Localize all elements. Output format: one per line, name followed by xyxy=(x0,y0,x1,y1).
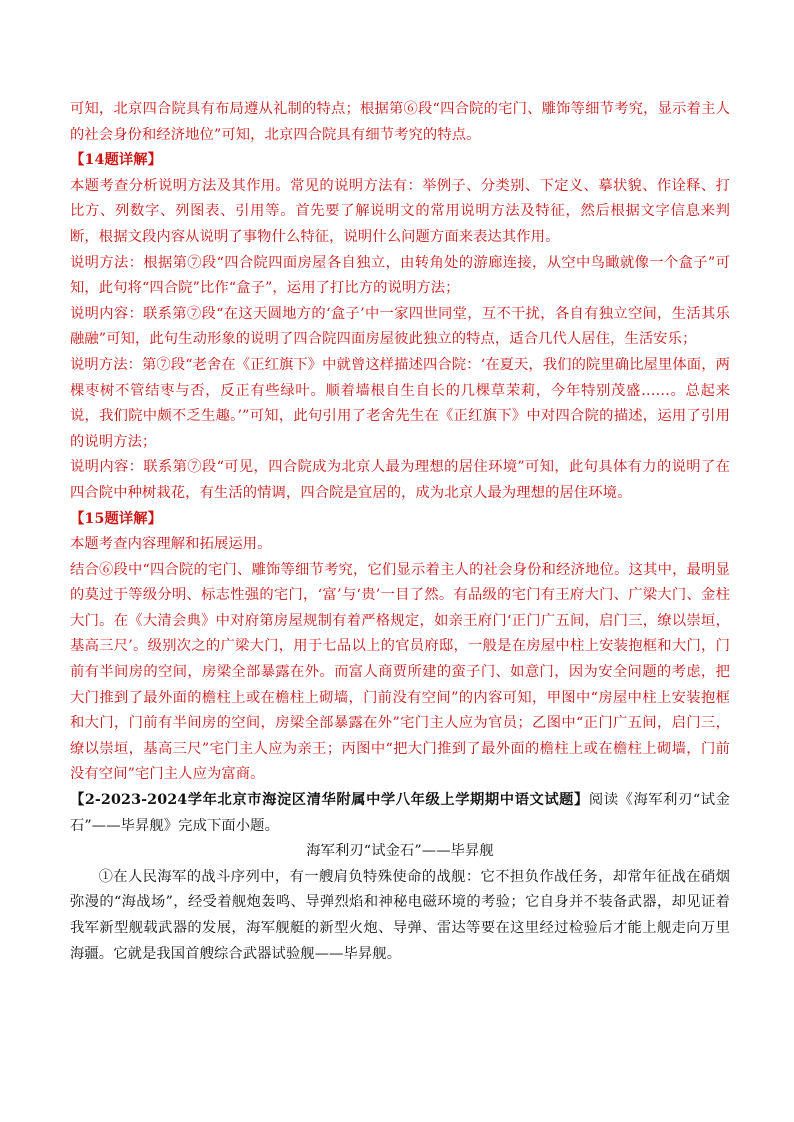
q14-line-1: 本题考查分析说明方法及其作用。常见的说明方法有：举例子、分类别、下定义、摹状貌、作诠释、打比方、列数字、列图表、引用等。首先要了解说明文的常用说明方法及特征，然后根据文字信息来判断，根据文段内容从说明了事物什么特征，说明什么问题方面来表达其作用。 xyxy=(70,177,730,245)
q15-line-2: 结合⑥段中“四合院的宅门、雕饰等细节考究，它们显示着主人的社会身份和经济地位。这其中，最明显的莫过于等级分明、标志性强的宅门，‘富’与‘贵’一目了然。有品级的宅门有王府大门、广梁大门、金柱大门。在《大清会典》中对府第房屋规制有着严格规定，如亲王府门‘正门广五间，启门三，缭以崇垣，基高三尺’。级别次之的广梁大门，用于七品以上的官员府邸，一般是在房屋中柱上安装抱框和大门，门前有半间房的空间，房梁全部暴露在外。而富人商贾所建的蛮子门、如意门，因为安全问题的考虑，把大门推到了最外面的檐柱上或在檐柱上砌墙，门前没有空间”的内容可知，甲图中“房屋中柱上安装抱框和大门，门前有半间房的空间，房梁全部暴露在外”宅门主人应为官员；乙图中“正门广五间，启门三，缭以崇垣，基高三尺”宅门主人应为亲王；丙图中“把大门推到了最外面的檐柱上或在檐柱上砌墙，门前没有空间”宅门主人应为富商。 xyxy=(70,561,730,783)
q14-heading: 【14题详解】 xyxy=(70,152,163,169)
q15-heading: 【15题详解】 xyxy=(70,510,163,527)
q15-line-1: 本题考查内容理解和拓展运用。 xyxy=(70,536,272,553)
next-question-intro xyxy=(70,788,730,839)
document-page xyxy=(70,97,730,967)
question-prompt: 阅读《海军利刃“试金石”——毕昇舰》完成下面小题。 xyxy=(70,792,730,834)
q14-line-5: 说明内容：联系第⑦段“可见，四合院成为北京人最为理想的居住环境”可知，此句具体有力的说明了在四合院中种树栽花，有生活的情调，四合院是宜居的，成为北京人最为理想的居住环境。 xyxy=(70,459,730,501)
q14-line-2: 说明方法：根据第⑦段“四合院四面房屋各自独立，由转角处的游廊连接，从空中鸟瞰就像一个盒子”可知，此句将“四合院”比作“盒子”，运用了打比方的说明方法； xyxy=(70,254,730,297)
question-source: 【2-2023-2024学年北京市海淀区清华附属中学八年级上学期期中语文试题】 xyxy=(70,792,589,809)
answer-paragraph-1: 可知，北京四合院具有布局遵从礼制的特点；根据第⑥段“四合院的宅门、雕饰等细节考究，显示着主人的社会身份和经济地位”可知，北京四合院具有细节考究的特点。 xyxy=(70,101,730,143)
article-title: 海军利刃“试金石”——毕昇舰 xyxy=(306,843,494,860)
article-paragraph-1: ①在人民海军的战斗序列中，有一艘肩负特殊使命的战舰：它不担负作战任务，却常年征战在硝烟弥漫的“海战场”，经受着舰炮轰鸣、导弹烈焰和神秘电磁环境的考验；它自身并不装备武器，却见证着我军新型舰载武器的发展，海军舰艇的新型火炮、导弹、雷达等要在这里经过检验后才能上舰走向万里海疆。它就是我国首艘综合武器试验舰——毕昇舰。 xyxy=(70,868,730,962)
q14-line-4: 说明方法：第⑦段“老舍在《正红旗下》中就曾这样描述四合院：‘在夏天，我们的院里确比屋里体面，两棵枣树不管结枣与否，反正有些绿叶。顺着墙根自生自长的几棵草茉莉，今年特别茂盛……。总起来说，我们院中颇不乏生趣。’”可知，此句引用了老舍先生在《正红旗下》中对四合院的描述，运用了引用的说明方法； xyxy=(70,356,730,450)
q14-line-3: 说明内容：联系第⑦段“在这天圆地方的‘盒子’中一家四世同堂，互不干扰，各自有独立空间，生活其乐融融”可知，此句生动形象的说明了四合院四面房屋彼此独立的特点，适合几代人居住，生活安乐； xyxy=(70,305,730,348)
